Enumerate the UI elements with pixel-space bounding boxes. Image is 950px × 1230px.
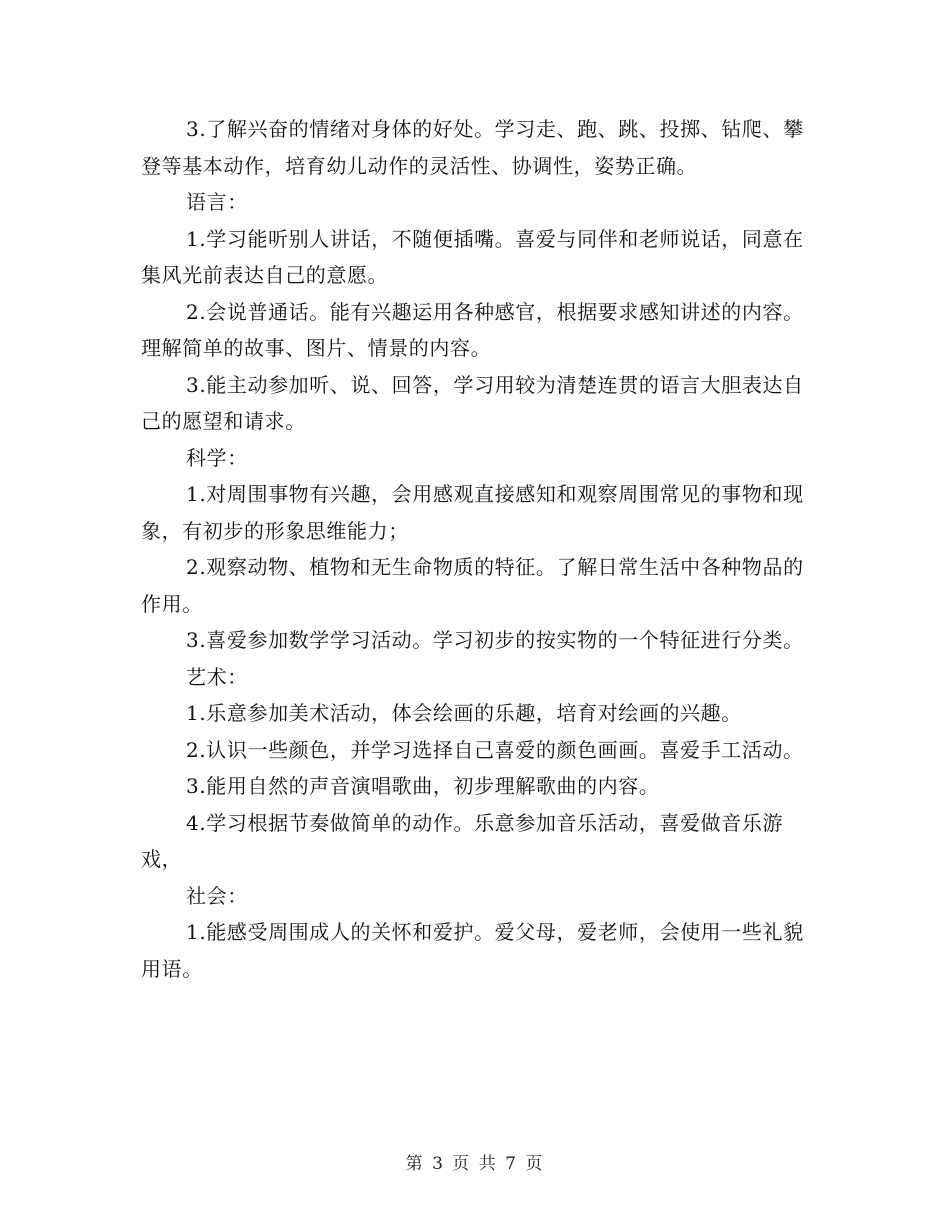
section-heading-language: 语言：: [186, 190, 248, 214]
document-body: [141, 111, 806, 987]
paragraph: 3.能主动参加听、说、回答，学习用较为清楚连贯的语言大胆表达自己的愿望和请求。: [141, 372, 804, 433]
section-heading-science: 科学：: [186, 445, 248, 470]
paragraph: 1.能感受周围成人的关怀和爱护。爱父母，爱老师，会使用一些礼貌用语。: [141, 920, 804, 981]
page-number-footer: 第 3 页 共 7 页: [405, 1154, 545, 1174]
paragraph: 3.能用自然的声音演唱歌曲，初步理解歌曲的内容。: [186, 774, 660, 798]
paragraph: 2.认识一些颜色，并学习选择自己喜爱的颜色画画。喜爱手工活动。: [186, 737, 804, 762]
paragraph: 4.学习根据节奏做简单的动作。乐意参加音乐活动，喜爱做音乐游戏，: [141, 810, 784, 871]
paragraph: 3.喜爱参加数学学习活动。学习初步的按实物的一个特征进行分类。: [186, 628, 804, 652]
paragraph: 2.会说普通话。能有兴趣运用各种感官，根据要求感知讲述的内容。理解简单的故事、图片、情景的内容。: [141, 299, 804, 360]
section-heading-society: 社会：: [186, 883, 248, 908]
paragraph: 1.对周围事物有兴趣，会用感观直接感知和观察周围常见的事物和现象，有初步的形象思维能力；: [141, 482, 804, 543]
section-heading-art: 艺术：: [186, 664, 248, 689]
paragraph: 2.观察动物、植物和无生命物质的特征。了解日常生活中各种物品的作用。: [141, 555, 804, 616]
paragraph: 3.了解兴奋的情绪对身体的好处。学习走、跑、跳、投掷、钻爬、攀登等基本动作，培育幼儿动作的灵活性、协调性，姿势正确。: [141, 117, 804, 178]
paragraph: 1.乐意参加美术活动，体会绘画的乐趣，培育对绘画的兴趣。: [186, 701, 742, 725]
paragraph: 1.学习能听别人讲话，不随便插嘴。喜爱与同伴和老师说话，同意在集风光前表达自己的意愿。: [141, 226, 804, 287]
